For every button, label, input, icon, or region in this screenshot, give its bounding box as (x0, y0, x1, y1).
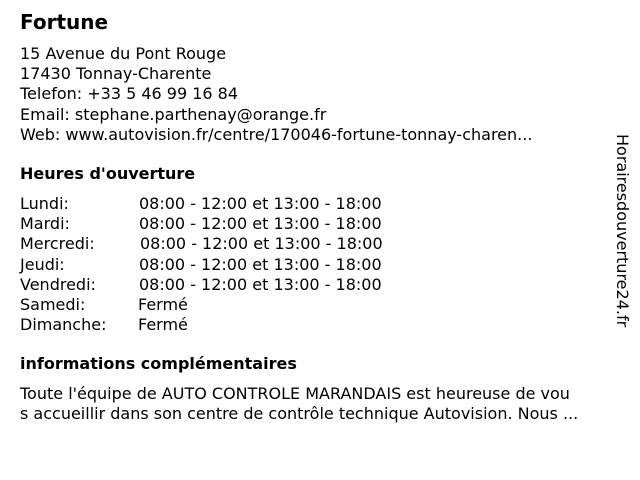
site-watermark: Horairesdouverture24.fr (613, 134, 632, 328)
day-label: Mercredi: (20, 234, 95, 254)
phone-line: Telefon: +33 5 46 99 16 84 (20, 84, 239, 104)
day-label: Jeudi: (20, 254, 65, 274)
hours-heading: Heures d'ouverture (20, 164, 196, 183)
day-hours: 08:00 - 12:00 et 13:00 - 18:00 (139, 254, 382, 274)
info-heading: informations complémentaires (20, 354, 297, 373)
day-label: Mardi: (20, 214, 70, 234)
contact-details (20, 44, 532, 145)
day-label: Samedi: (20, 294, 86, 314)
day-label: Dimanche: (20, 315, 107, 335)
day-hours: Fermé (138, 315, 188, 335)
address-line2: 17430 Tonnay-Charente (20, 64, 212, 84)
address-line1: 15 Avenue du Pont Rouge (20, 44, 227, 63)
info-description (20, 384, 630, 424)
day-hours: 08:00 - 12:00 et 13:00 - 18:00 (139, 274, 382, 294)
email-line: Email: stephane.parthenay@orange.fr (20, 104, 327, 124)
web-line: Web: www.autovision.fr/centre/170046-fortune-tonnay-charen... (20, 124, 533, 144)
day-hours: 08:00 - 12:00 et 13:00 - 18:00 (139, 214, 382, 234)
day-hours: Fermé (138, 294, 188, 314)
business-name: Fortune (20, 10, 109, 34)
day-hours: 08:00 - 12:00 et 13:00 - 18:00 (140, 234, 383, 254)
info-line1: Toute l'équipe de AUTO CONTROLE MARANDAIS est heureuse de vou (20, 384, 570, 403)
day-label: Lundi: (20, 194, 69, 213)
info-line2: s accueillir dans son centre de contrôle technique Autovision. Nous ... (20, 404, 579, 424)
day-label: Vendredi: (20, 274, 96, 294)
day-hours: 08:00 - 12:00 et 13:00 - 18:00 (139, 194, 382, 213)
